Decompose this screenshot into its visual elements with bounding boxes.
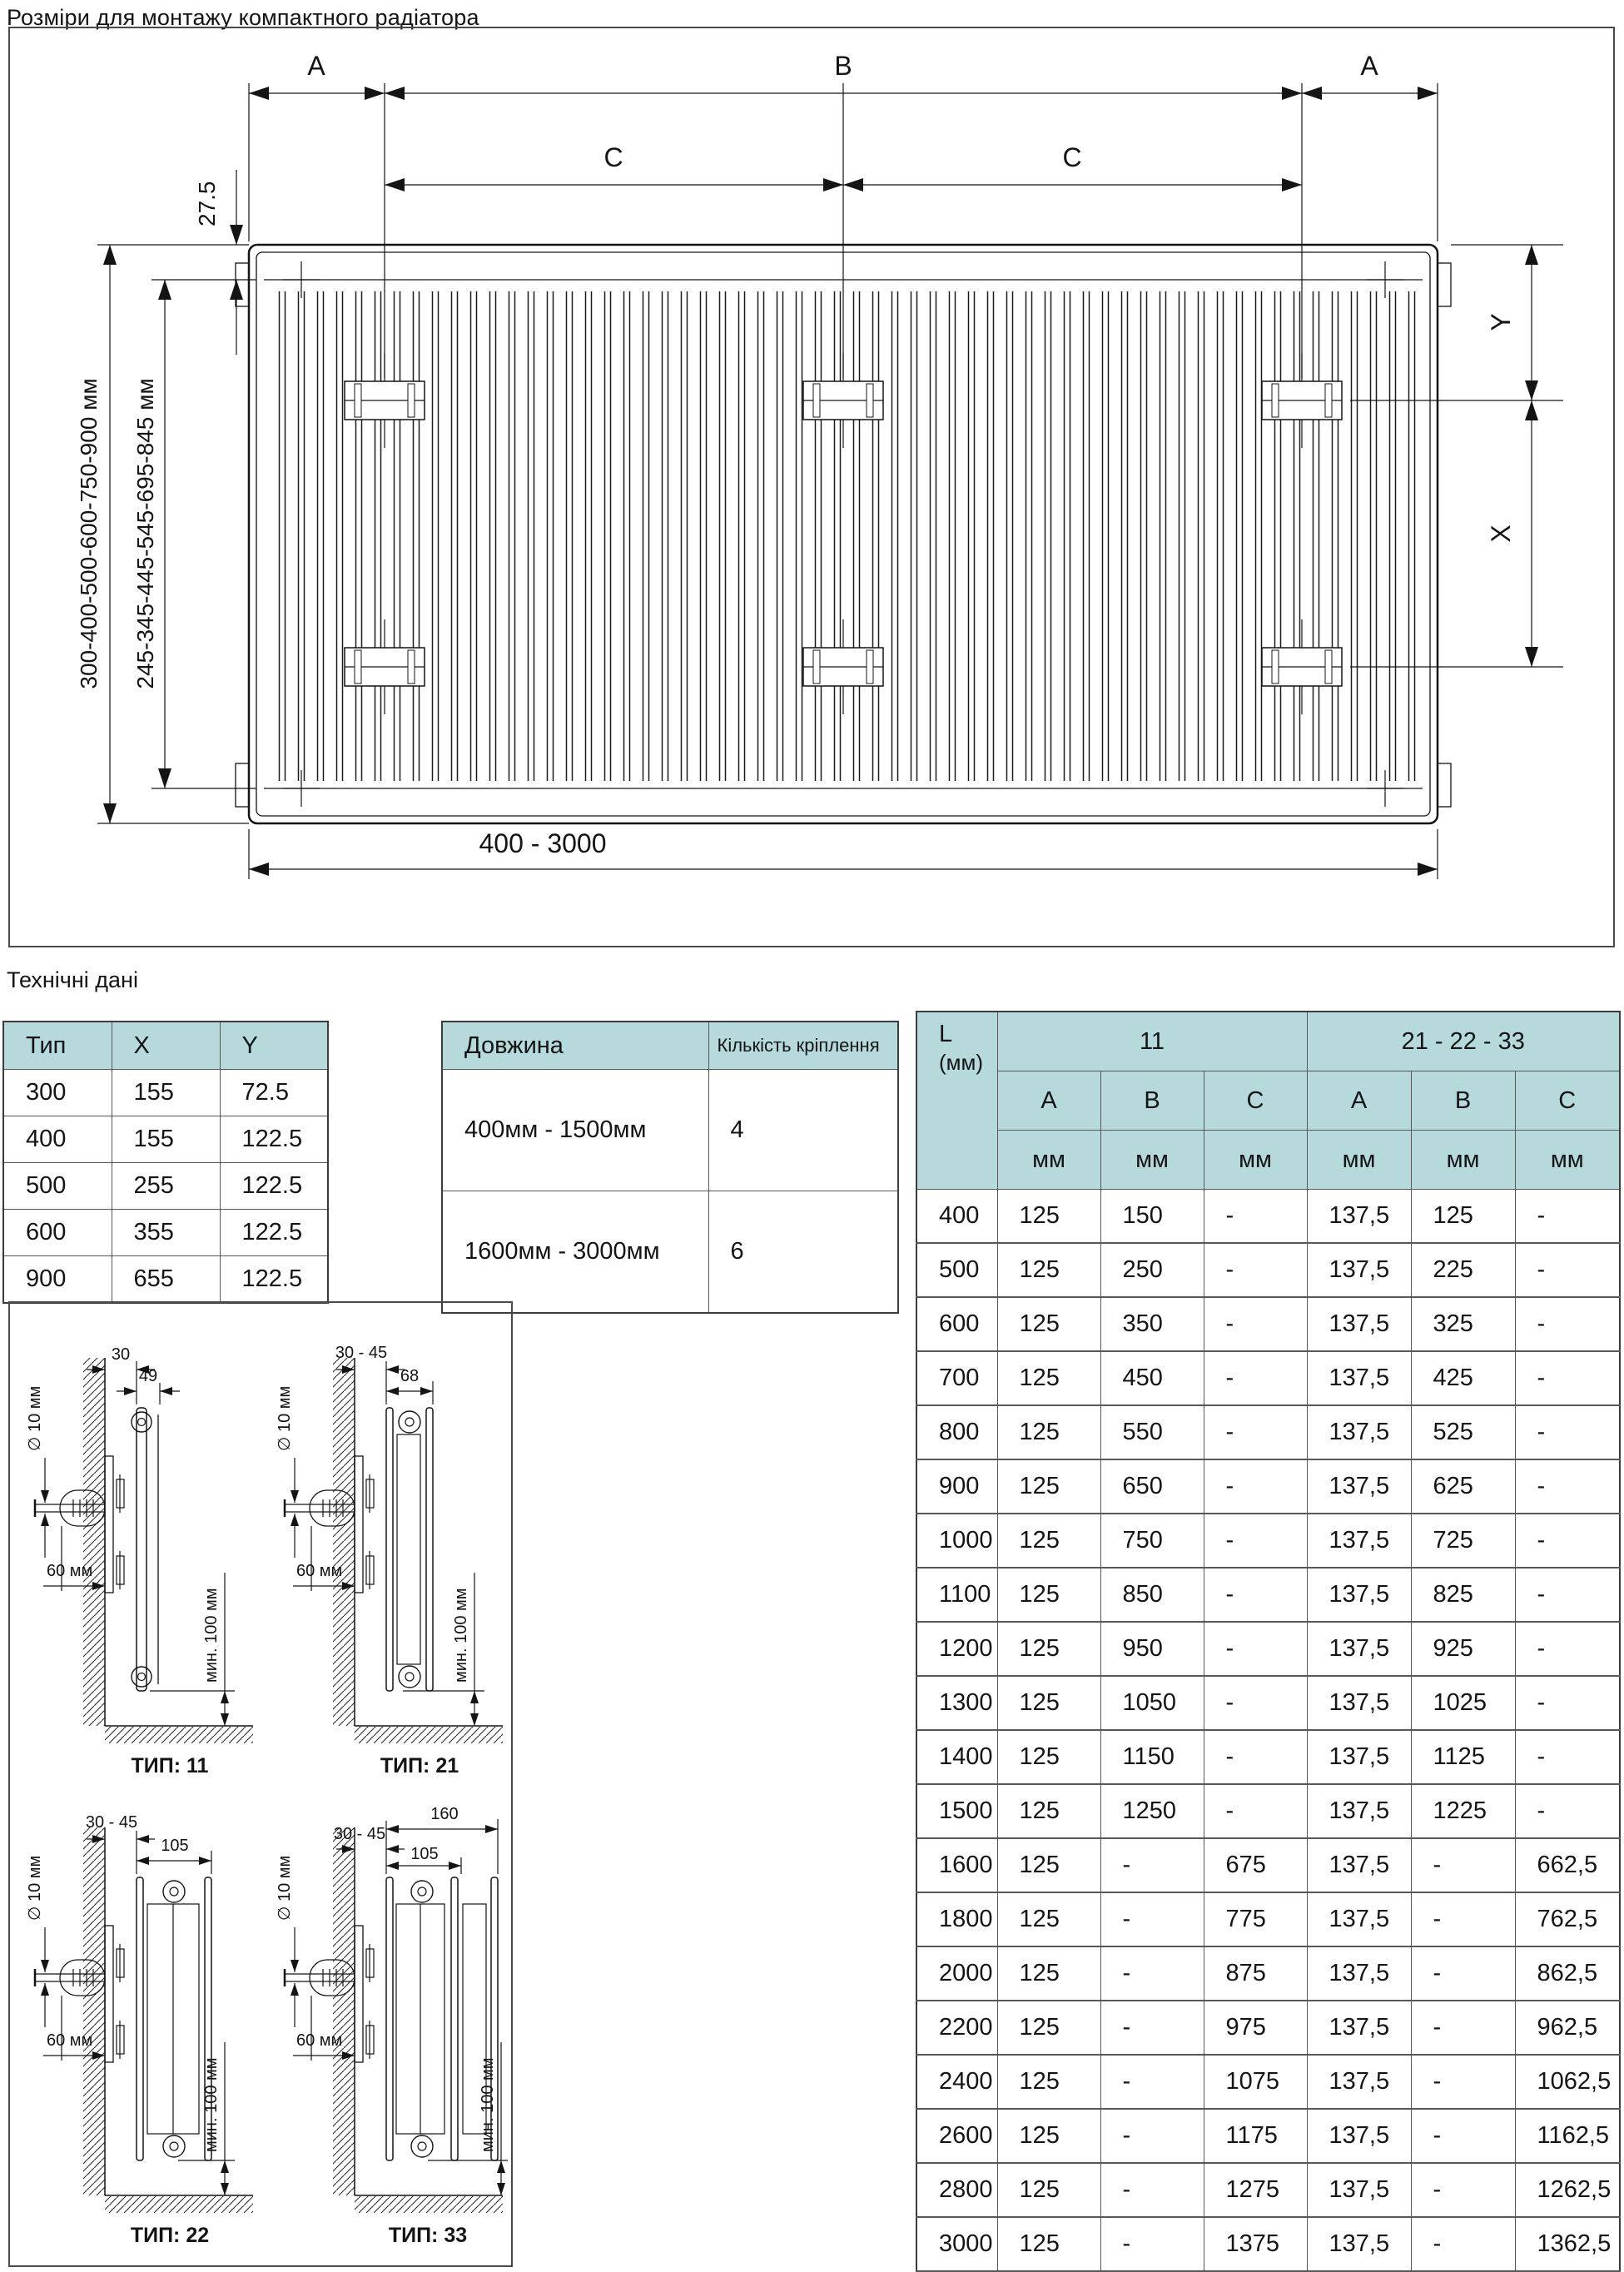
table-cell: 125 — [997, 1297, 1100, 1351]
table-row — [3, 1210, 328, 1256]
table-cell: 150 — [1100, 1190, 1204, 1244]
table-cell: - — [1515, 1297, 1620, 1351]
table-cell: - — [1204, 1514, 1307, 1568]
table-cell: - — [1204, 1568, 1307, 1622]
table-cell: - — [1100, 1892, 1204, 1946]
section-title-tech-data: Технічні дані — [7, 967, 138, 992]
table-cell: 600 — [3, 1210, 112, 1256]
table-cell: - — [1515, 1676, 1620, 1730]
table-cell: 137,5 — [1307, 1568, 1411, 1622]
table-cell: - — [1204, 1351, 1307, 1405]
table-cell: 1800 — [916, 1892, 997, 1946]
table-cell: 450 — [1100, 1351, 1204, 1405]
dim-wall-gap: 30 — [111, 1345, 131, 1364]
table-cell: 125 — [997, 1514, 1100, 1568]
dim-label-c-left: C — [603, 142, 623, 172]
table-row — [916, 1351, 1620, 1405]
table-row — [916, 1514, 1620, 1568]
table-cell: 125 — [997, 1459, 1100, 1514]
dim-hole-diameter: ∅ 10 мм — [26, 1855, 44, 1921]
table-cell: 125 — [997, 1190, 1100, 1244]
table-cell: 1075 — [1204, 2055, 1307, 2109]
table-cell: 122.5 — [220, 1256, 328, 1304]
table-cell: - — [1515, 1190, 1620, 1244]
table-cell: 350 — [1100, 1297, 1204, 1351]
table-row — [916, 1676, 1620, 1730]
table-cell: 1275 — [1204, 2163, 1307, 2217]
dim-wall-gap: 30 - 45 — [333, 1825, 386, 1843]
dim-hole-diameter: ∅ 10 мм — [276, 1855, 294, 1921]
table-cell: 700 — [916, 1351, 997, 1405]
table-cell: - — [1411, 2163, 1515, 2217]
table-cell: - — [1411, 2217, 1515, 2271]
table-cell: 425 — [1411, 1351, 1515, 1405]
table-row — [3, 1070, 328, 1116]
dim-label-c-right: C — [1062, 142, 1082, 172]
table-cell: - — [1204, 1730, 1307, 1784]
dim-top-offset — [97, 170, 256, 355]
unit-cell: мм — [1515, 1131, 1620, 1190]
table-row — [916, 2217, 1620, 2271]
header-cell: B — [1411, 1071, 1515, 1131]
dim-label-total-height: 300-400-500-600-750-900 мм — [76, 378, 102, 689]
table-cell: 125 — [997, 1892, 1100, 1946]
dim-wall-gap: 30 - 45 — [85, 1813, 138, 1832]
mount-diagram-type33 — [261, 1786, 511, 2267]
table-cell: 1362,5 — [1515, 2217, 1620, 2271]
table-cell: 125 — [997, 2001, 1100, 2055]
table-row — [3, 1116, 328, 1163]
header-cell: Кількість кріплення — [708, 1022, 898, 1070]
table-cell: 655 — [112, 1256, 220, 1304]
table-cell: - — [1515, 1459, 1620, 1514]
dim-floor-clearance: мин. 100 мм — [479, 2057, 497, 2152]
table-cell: 137,5 — [1307, 2217, 1411, 2271]
dim-label-length-range: 400 - 3000 — [479, 828, 607, 858]
table-row — [916, 1784, 1620, 1838]
table-cell: 975 — [1204, 2001, 1307, 2055]
table-cell: 662,5 — [1515, 1838, 1620, 1892]
table-cell: 137,5 — [1307, 1405, 1411, 1459]
page-title: Розміри для монтажу компактного радіатора — [7, 5, 479, 30]
table-cell: 1125 — [1411, 1730, 1515, 1784]
table-row — [916, 1730, 1620, 1784]
table-cell: 650 — [1100, 1459, 1204, 1514]
unit-cell: мм — [1307, 1131, 1411, 1190]
dim-label-27-5: 27.5 — [194, 181, 220, 226]
table-cell: 125 — [997, 1243, 1100, 1297]
table-cell: - — [1411, 1838, 1515, 1892]
table-cell: 1375 — [1204, 2217, 1307, 2271]
table-fasteners — [441, 1021, 899, 1314]
header-cell: A — [997, 1071, 1100, 1131]
table-cell: - — [1411, 2001, 1515, 2055]
table-cell: 325 — [1411, 1297, 1515, 1351]
table-cell: - — [1411, 2055, 1515, 2109]
table-cell: 125 — [997, 1405, 1100, 1459]
dim-floor-clearance: мин. 100 мм — [452, 1588, 470, 1683]
table-cell: - — [1204, 1243, 1307, 1297]
table-cell: 137,5 — [1307, 1892, 1411, 1946]
table-cell: 675 — [1204, 1838, 1307, 1892]
table-cell: - — [1100, 1838, 1204, 1892]
table-cell: 137,5 — [1307, 1351, 1411, 1405]
table-cell: 925 — [1411, 1622, 1515, 1676]
table-cell: 125 — [997, 2055, 1100, 2109]
header-cell: Тип — [3, 1022, 112, 1070]
table-cell: 137,5 — [1307, 2163, 1411, 2217]
table-row — [916, 1568, 1620, 1622]
table-cell: 122.5 — [220, 1163, 328, 1210]
table-cell: 2000 — [916, 1946, 997, 2001]
mounting-diagrams-box — [8, 1301, 513, 2267]
table-row — [916, 2163, 1620, 2217]
dim-anchor-depth: 60 мм — [296, 2031, 343, 2050]
table-cell: 525 — [1411, 1405, 1515, 1459]
table-row — [916, 1190, 1620, 1244]
table-cell: 1225 — [1411, 1784, 1515, 1838]
table-cell: 400 — [3, 1116, 112, 1163]
table-cell: 137,5 — [1307, 2001, 1411, 2055]
table-row — [442, 1191, 898, 1314]
table-cell: 1600мм - 3000мм — [442, 1191, 708, 1314]
dim-depth: 49 — [138, 1367, 158, 1385]
mount-diagram-type21 — [261, 1316, 511, 1797]
table-cell: 125 — [997, 2163, 1100, 2217]
table-cell: 6 — [708, 1191, 898, 1314]
unit-cell: мм — [1100, 1131, 1204, 1190]
table-cell: 225 — [1411, 1243, 1515, 1297]
table-cell: 137,5 — [1307, 1946, 1411, 2001]
table-cell: 400мм - 1500мм — [442, 1070, 708, 1191]
table-cell: 950 — [1100, 1622, 1204, 1676]
dim-hole-diameter: ∅ 10 мм — [26, 1385, 44, 1451]
dim-label-b: B — [834, 51, 852, 81]
table-cell: - — [1204, 1676, 1307, 1730]
table-cell: - — [1515, 1514, 1620, 1568]
table-cell: - — [1515, 1730, 1620, 1784]
table-cell: 800 — [916, 1405, 997, 1459]
header-cell: B — [1100, 1071, 1204, 1131]
table-cell: 125 — [997, 1351, 1100, 1405]
table-row — [916, 2055, 1620, 2109]
dim-wall-gap: 30 - 45 — [335, 1344, 388, 1362]
table-row — [916, 1622, 1620, 1676]
table-cell: 2600 — [916, 2109, 997, 2163]
header-cell: Y — [220, 1022, 328, 1070]
table-row — [916, 1459, 1620, 1514]
dim-label-a-left: A — [307, 51, 325, 81]
convector-fin — [397, 1434, 420, 1664]
table-cell: 3000 — [916, 2217, 997, 2271]
table-cell: 125 — [997, 1730, 1100, 1784]
table-cell: 1250 — [1100, 1784, 1204, 1838]
table-cell: 2400 — [916, 2055, 997, 2109]
table-cell: 1175 — [1204, 2109, 1307, 2163]
table-cell: 500 — [916, 1243, 997, 1297]
dim-bracket-height — [132, 280, 256, 788]
table-cell: - — [1515, 1351, 1620, 1405]
table-row — [916, 1946, 1620, 2001]
table-cell: 300 — [3, 1070, 112, 1116]
table-cell: 1000 — [916, 1514, 997, 1568]
table-header-row — [3, 1022, 328, 1070]
table-cell: 1600 — [916, 1838, 997, 1892]
table-header-row — [442, 1022, 898, 1070]
dim-depth-inner: 105 — [410, 1845, 439, 1863]
table-cell: 2200 — [916, 2001, 997, 2055]
table-cell: 1100 — [916, 1568, 997, 1622]
radiator-panel — [137, 1877, 143, 2160]
radiator-panel — [137, 1408, 147, 1691]
table-cell: 137,5 — [1307, 1622, 1411, 1676]
table-cell: 825 — [1411, 1568, 1515, 1622]
header-group-11: 11 — [997, 1012, 1307, 1071]
mount-type-label: ТИП: 22 — [130, 2224, 210, 2247]
table-cell: 862,5 — [1515, 1946, 1620, 2001]
table-cell: 550 — [1100, 1405, 1204, 1459]
table-cell: 72.5 — [220, 1070, 328, 1116]
header-cell: A — [1307, 1071, 1411, 1131]
radiator-panel — [426, 1408, 433, 1691]
table-cell: 250 — [1100, 1243, 1204, 1297]
header-l-unit: (мм) — [939, 1050, 984, 1075]
table-cell: 155 — [112, 1070, 220, 1116]
table-cell: 875 — [1204, 1946, 1307, 2001]
dim-depth: 68 — [400, 1367, 420, 1385]
table-row — [916, 1892, 1620, 1946]
table-cell: 762,5 — [1515, 1892, 1620, 1946]
table-cell: 4 — [708, 1070, 898, 1191]
dim-length — [249, 828, 1438, 879]
table-cell: 625 — [1411, 1459, 1515, 1514]
table-cell: 850 — [1100, 1568, 1204, 1622]
dim-floor-clearance: мин. 100 мм — [202, 2057, 221, 2152]
dim-floor-clearance: мин. 100 мм — [202, 1588, 221, 1683]
table-cell: - — [1204, 1405, 1307, 1459]
table-cell: 137,5 — [1307, 1784, 1411, 1838]
table-cell: 1200 — [916, 1622, 997, 1676]
dim-depth: 105 — [161, 1837, 189, 1855]
table-cell: - — [1204, 1622, 1307, 1676]
table-cell: 137,5 — [1307, 1838, 1411, 1892]
table-cell: 122.5 — [220, 1116, 328, 1163]
header-cell: C — [1515, 1071, 1620, 1131]
table-cell: 750 — [1100, 1514, 1204, 1568]
table-cell: 137,5 — [1307, 1676, 1411, 1730]
table-cell: 125 — [997, 1568, 1100, 1622]
table-cell: 1150 — [1100, 1730, 1204, 1784]
table-cell: - — [1100, 1946, 1204, 2001]
radiator-panel — [451, 1877, 458, 2160]
table-cell: 1050 — [1100, 1676, 1204, 1730]
main-diagram-box — [8, 27, 1615, 947]
table-row — [3, 1163, 328, 1210]
table-cell: - — [1100, 2109, 1204, 2163]
table-cell: - — [1411, 1946, 1515, 2001]
table-row — [442, 1070, 898, 1191]
table-cell: 500 — [3, 1163, 112, 1210]
radiator-panel — [386, 1408, 393, 1691]
table-cell: - — [1411, 2109, 1515, 2163]
dim-label-bracket-height: 245-345-445-545-695-845 мм — [132, 378, 158, 689]
unit-cell: мм — [1204, 1131, 1307, 1190]
dim-depth-total: 160 — [430, 1805, 459, 1823]
mount-type-label: ТИП: 33 — [388, 2224, 468, 2247]
table-cell: 255 — [112, 1163, 220, 1210]
dim-anchor-depth: 60 мм — [47, 2031, 93, 2050]
table-cell: 725 — [1411, 1514, 1515, 1568]
table-type-xy — [2, 1021, 329, 1304]
table-cell: 125 — [997, 1622, 1100, 1676]
table-cell: - — [1515, 1568, 1620, 1622]
table-cell: 1300 — [916, 1676, 997, 1730]
table-cell: 355 — [112, 1210, 220, 1256]
mount-diagram-type11 — [12, 1316, 261, 1797]
dim-hole-diameter: ∅ 10 мм — [276, 1385, 294, 1451]
table-subheader-row — [916, 1071, 1620, 1131]
table-cell: 1500 — [916, 1784, 997, 1838]
table-cell: - — [1100, 2163, 1204, 2217]
table-cell: 137,5 — [1307, 2109, 1411, 2163]
radiator-panel — [386, 1877, 393, 2160]
table-cell: - — [1204, 1459, 1307, 1514]
table-cell: 125 — [997, 2109, 1100, 2163]
table-cell: 125 — [997, 2217, 1100, 2271]
table-cell: - — [1411, 1892, 1515, 1946]
mount-diagram-type22 — [12, 1786, 261, 2267]
table-cell: 137,5 — [1307, 1190, 1411, 1244]
table-cell: 1062,5 — [1515, 2055, 1620, 2109]
table-row — [916, 2109, 1620, 2163]
table-cell: 125 — [997, 1676, 1100, 1730]
table-cell: 2800 — [916, 2163, 997, 2217]
table-units-row — [916, 1131, 1620, 1190]
header-l: L — [939, 1021, 953, 1047]
unit-cell: мм — [997, 1131, 1100, 1190]
header-cell: X — [112, 1022, 220, 1070]
table-cell: 1025 — [1411, 1676, 1515, 1730]
table-cell: 775 — [1204, 1892, 1307, 1946]
table-cell: 137,5 — [1307, 2055, 1411, 2109]
dim-label-y: Y — [1486, 313, 1516, 331]
dim-label-a-right: A — [1360, 51, 1378, 81]
table-header-row — [916, 1012, 1620, 1071]
table-cell: 1400 — [916, 1730, 997, 1784]
table-cell: 137,5 — [1307, 1514, 1411, 1568]
header-group-21-22-33: 21 - 22 - 33 — [1307, 1012, 1620, 1071]
table-row — [916, 1297, 1620, 1351]
dim-total-height — [76, 245, 249, 823]
table-cell: 125 — [1411, 1190, 1515, 1244]
table-lengths — [916, 1011, 1621, 2272]
table-row — [916, 2001, 1620, 2055]
table-cell: 122.5 — [220, 1210, 328, 1256]
table-cell: - — [1204, 1297, 1307, 1351]
dim-label-x: X — [1486, 524, 1516, 543]
table-cell: 900 — [3, 1256, 112, 1304]
table-cell: - — [1515, 1405, 1620, 1459]
table-row — [916, 1838, 1620, 1892]
mount-type-label: ТИП: 11 — [131, 1754, 209, 1777]
table-cell: 900 — [916, 1459, 997, 1514]
header-cell: Довжина — [442, 1022, 708, 1070]
table-row — [916, 1405, 1620, 1459]
table-cell: 155 — [112, 1116, 220, 1163]
table-cell: 600 — [916, 1297, 997, 1351]
table-cell: - — [1515, 1622, 1620, 1676]
table-cell: 1262,5 — [1515, 2163, 1620, 2217]
table-cell: - — [1100, 2001, 1204, 2055]
table-cell: 962,5 — [1515, 2001, 1620, 2055]
table-cell: - — [1204, 1190, 1307, 1244]
dim-anchor-depth: 60 мм — [47, 1562, 93, 1580]
header-cell: C — [1204, 1071, 1307, 1131]
header-cell-l — [916, 1012, 997, 1190]
table-cell: 125 — [997, 1838, 1100, 1892]
unit-cell: мм — [1411, 1131, 1515, 1190]
table-cell: 137,5 — [1307, 1730, 1411, 1784]
mount-type-label: ТИП: 21 — [380, 1754, 459, 1777]
dim-anchor-depth: 60 мм — [296, 1562, 343, 1580]
table-cell: - — [1515, 1243, 1620, 1297]
radiator-front-drawing — [10, 28, 1613, 946]
table-cell: 137,5 — [1307, 1243, 1411, 1297]
table-cell: 137,5 — [1307, 1297, 1411, 1351]
table-cell: - — [1100, 2055, 1204, 2109]
table-cell: 125 — [997, 1784, 1100, 1838]
table-cell: 137,5 — [1307, 1459, 1411, 1514]
table-cell: - — [1100, 2217, 1204, 2271]
table-cell: 400 — [916, 1190, 997, 1244]
table-row — [916, 1243, 1620, 1297]
table-cell: - — [1515, 1784, 1620, 1838]
table-row — [3, 1256, 328, 1304]
table-cell: 1162,5 — [1515, 2109, 1620, 2163]
table-cell: - — [1204, 1784, 1307, 1838]
radiator-fins — [270, 291, 1422, 781]
table-cell: 125 — [997, 1946, 1100, 2001]
